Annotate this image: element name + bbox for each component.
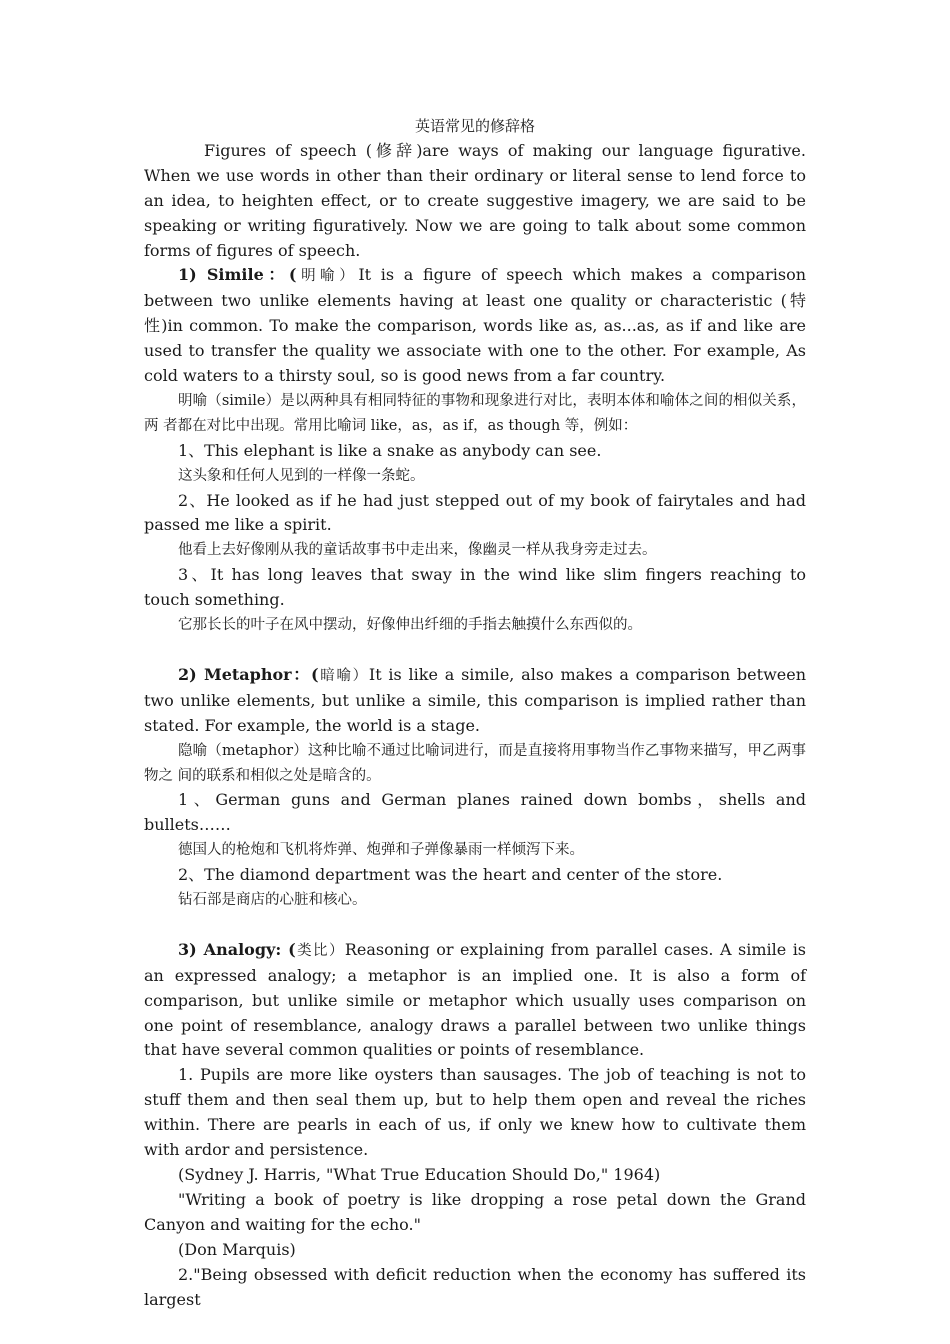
simile-example-3-translation: 它那长长的叶子在风中摆动，好像伸出纤细的手指去触摸什么东西似的。 xyxy=(178,617,642,634)
page-title: 英语常见的修辞格 xyxy=(414,117,535,135)
analogy-example-1-source: (Sydney J. Harris, "What True Education Should Do," 1964) xyxy=(178,1165,661,1185)
analogy-example-1: 1. Pupils are more like oysters than sausages. The job of teaching is not to stuff them and then seal them up, but to help them open and reveal the riches within. There are pearls in each of us, if only we knew how to cultivate them with ardor and persistence. xyxy=(144,1065,806,1160)
metaphor-example-2: 2、The diamond department was the heart and center of the store. xyxy=(178,865,723,885)
metaphor-example-1: 1、German guns and German planes rained down bombs，shells and bullets…… xyxy=(144,790,806,835)
simile-example-1-translation: 这头象和任何人见到的一样像一条蛇。 xyxy=(178,467,425,484)
analogy-heading: 3) Analogy: ( xyxy=(178,939,296,959)
intro-paragraph: Figures of speech (修辞)are ways of making our language figurative. When we use words in other than their ordinary or literal sense to lend force to an idea, to heighten effect, or to create suggestive imagery, we are said to be speaking or writing figuratively. Now we are going to talk about some common forms of figures of speech. xyxy=(144,140,806,260)
section-spacer xyxy=(144,913,806,938)
analogy-quote: "Writing a book of poetry is like dropping a rose petal down the Grand Canyon and waiting for the echo." xyxy=(144,1189,806,1234)
metaphor-example-2-translation: 钻石部是商店的心脏和核心。 xyxy=(178,892,367,909)
metaphor-heading: 2) Metaphor：( xyxy=(178,664,319,684)
simile-definition xyxy=(144,263,806,389)
analogy-definition xyxy=(144,938,806,1064)
analogy-quote-source: (Don Marquis) xyxy=(178,1239,296,1259)
analogy-definition-text: Reasoning or explaining from parallel cases. A simile is an expressed analogy; a metaphor is an implied one. It is also a form of comparison, but unlike simile or metaphor which usually uses comparison on one point of resemblance, analogy draws a parallel between two unlike things that have several common qualities or points of resemblance. xyxy=(144,939,807,1060)
simile-example-3: 3、It has long leaves that sway in the wind like slim fingers reaching to touch something. xyxy=(144,565,806,610)
simile-example-2: 2、He looked as if he had just stepped out of my book of fairytales and had passed me like a spirit. xyxy=(144,490,806,535)
metaphor-example-1-translation: 德国人的枪炮和飞机将炸弹、炮弹和子弹像暴雨一样倾泻下来。 xyxy=(178,842,584,859)
metaphor-cn-term: 暗喻） xyxy=(318,667,369,684)
document-body xyxy=(144,114,806,1312)
simile-cn-explanation: 明喻（simile）是以两种具有相同特征的事物和现象进行对比，表明本体和喻体之间的相似关系，两 者都在对比中出现。常用比喻词 like，as，as if，as though 等，例如： xyxy=(144,392,806,434)
simile-example-2-translation: 他看上去好像刚从我的童话故事书中走出来，像幽灵一样从我身旁走过去。 xyxy=(178,542,657,559)
metaphor-definition-text: It is like a simile, also makes a comparison between two unlike elements, but unlike a simile, this comparison is implied rather than stated. For example, the world is a stage. xyxy=(144,664,807,735)
metaphor-definition xyxy=(144,663,806,739)
simile-heading: 1) Simile：( xyxy=(178,265,297,285)
metaphor-cn-explanation: 隐喻（metaphor）这种比喻不通过比喻词进行，而是直接将用事物当作乙事物来描写，甲乙两事物之 间的联系和相似之处是暗含的。 xyxy=(144,742,806,784)
section-spacer xyxy=(144,638,806,663)
simile-definition-text: It is a figure of speech which makes a comparison between two unlike elements having at least one quality or characteristic (特性)in common. To make the comparison, words like as, as...as, as if and like are used to transfer the quality we associate with one to the other. For example, As cold waters to a thirsty soul, so is good news from a far country. xyxy=(144,265,807,386)
analogy-cn-term: 类比） xyxy=(295,942,345,959)
simile-example-1: 1、This elephant is like a snake as anybody can see. xyxy=(178,440,602,460)
simile-cn-term: 明喻） xyxy=(296,268,359,285)
analogy-example-2: 2."Being obsessed with deficit reduction when the economy has suffered its largest xyxy=(144,1264,806,1309)
